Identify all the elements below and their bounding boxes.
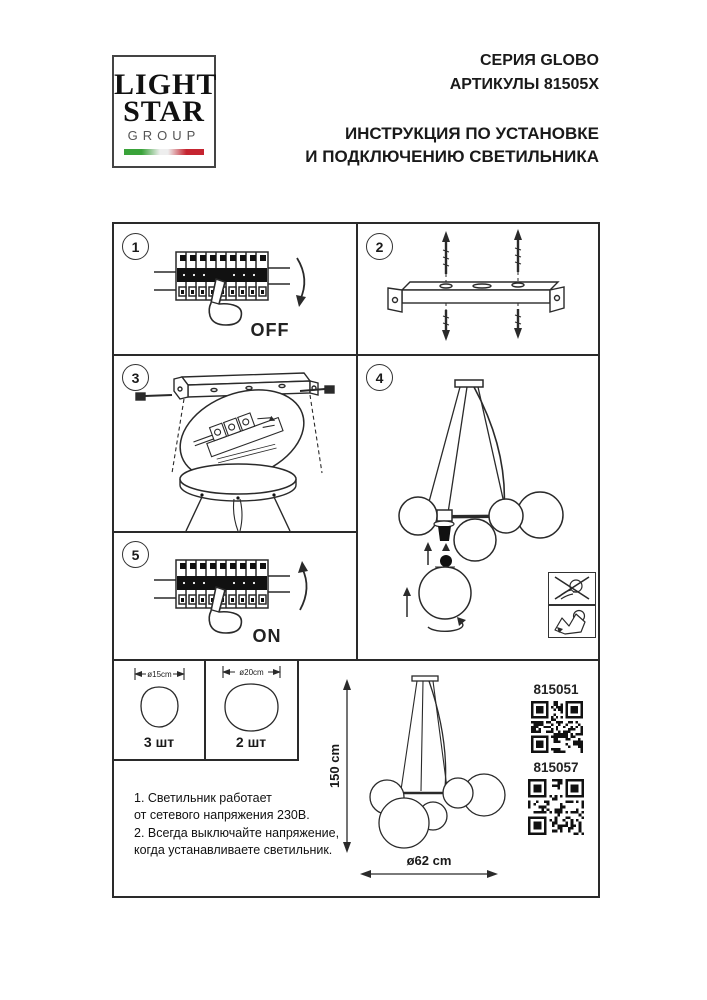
note-line-2: от сетевого напряжения 230В. xyxy=(134,808,310,823)
large-globe-diameter: ø20cm xyxy=(239,668,264,677)
logo-word-light: LIGHT xyxy=(114,68,218,101)
mounting-bracket-illustration xyxy=(358,224,598,354)
note-line-3: 2. Всегда выключайте напряжение, xyxy=(134,825,340,840)
note-line-4: когда устанавливаете светильник. xyxy=(134,842,333,857)
qr-code-815057 xyxy=(528,779,584,835)
instruction-title-line2: И ПОДКЛЮЧЕНИЮ СВЕТИЛЬНИКА xyxy=(305,147,599,166)
dimension-figure xyxy=(327,664,527,892)
articles-title: АРТИКУЛЫ 81505X xyxy=(449,76,599,93)
instruction-title-line1: ИНСТРУКЦИЯ ПО УСТАНОВКЕ xyxy=(344,124,599,143)
height-dimension-label: 150 cm xyxy=(327,743,342,789)
step-2-number: 2 xyxy=(366,233,393,260)
step-3-number: 3 xyxy=(122,364,149,391)
large-globe-figure xyxy=(210,662,294,736)
article-815057-label: 815057 xyxy=(533,760,579,775)
lightstar-logo xyxy=(112,55,216,168)
arrow-down-icon xyxy=(296,295,306,307)
globe-parts-boxes xyxy=(114,660,299,761)
small-globe-diameter: ø15cm xyxy=(147,670,172,679)
use-cloth-warning xyxy=(548,605,596,638)
note-line-1: 1. Светильник работает xyxy=(134,791,272,805)
instruction-grid xyxy=(112,222,600,898)
off-label: OFF xyxy=(250,320,290,340)
large-globe-qty: 2 шт xyxy=(235,734,267,750)
qr-code-815051 xyxy=(531,701,583,753)
arrow-up-icon xyxy=(424,542,432,551)
canopy-wiring-illustration xyxy=(114,355,356,531)
on-label: ON xyxy=(252,626,282,646)
step-5-number: 5 xyxy=(122,541,149,568)
circuit-breaker-on-illustration xyxy=(114,532,356,659)
article-815051-label: 815051 xyxy=(533,682,579,697)
step-1-number: 1 xyxy=(122,233,149,260)
small-globe-qty: 3 шт xyxy=(143,734,175,750)
italian-flag-bar xyxy=(124,149,204,155)
small-globe-figure xyxy=(121,664,197,734)
width-dimension-label: ø62 cm xyxy=(406,853,452,868)
circuit-breaker-off-illustration xyxy=(114,224,356,354)
step-4-number: 4 xyxy=(366,364,393,391)
series-title: СЕРИЯ GLOBO xyxy=(479,52,599,69)
bulb-arrow-icon xyxy=(442,543,450,551)
logo-word-star: STAR xyxy=(123,95,205,128)
rotate-arrow-icon xyxy=(457,617,466,626)
no-bare-hand-warning xyxy=(548,572,596,605)
arrow-up-icon xyxy=(403,587,411,596)
arrow-up-icon xyxy=(298,561,308,573)
logo-word-group: GROUP xyxy=(127,128,201,143)
use-cloth-bulb-icon xyxy=(549,606,594,636)
no-bare-hand-bulb-icon xyxy=(549,573,594,603)
